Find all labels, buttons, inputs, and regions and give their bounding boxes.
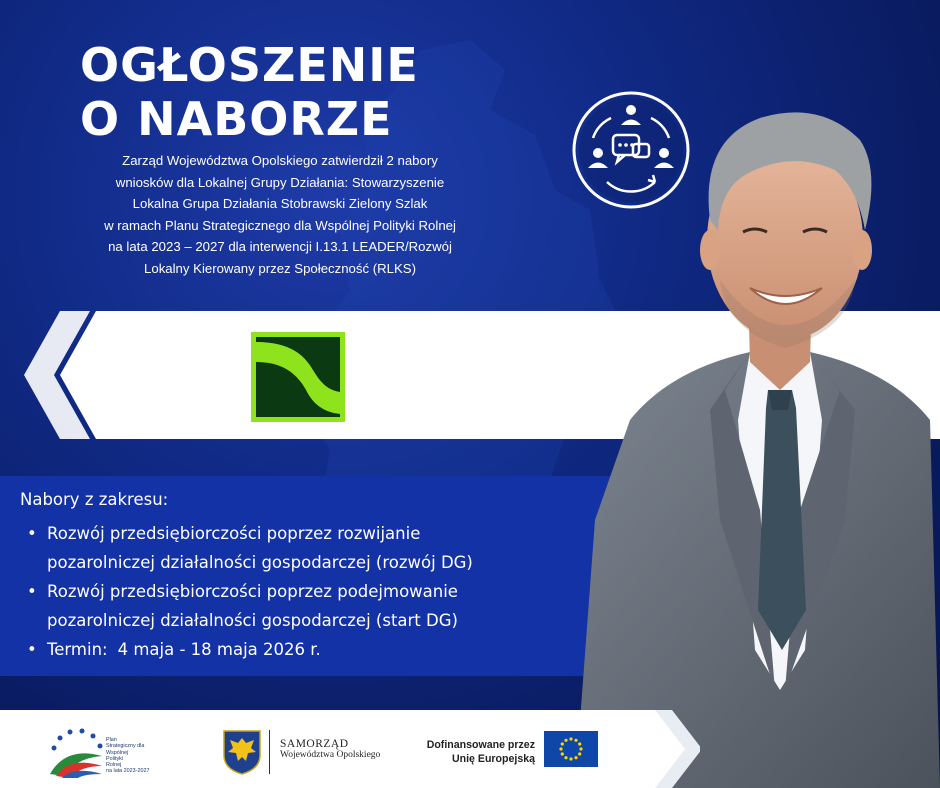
bullet-icon: •	[27, 524, 37, 543]
plan-logo-line: Wspólnej	[106, 749, 129, 756]
intro-line: na lata 2023 – 2027 dla interwencji I.13.1 LEADER/Rozwój	[108, 239, 452, 254]
intro-line: Zarząd Województwa Opolskiego zatwierdził 2 nabory	[122, 153, 438, 168]
intro-text	[40, 150, 520, 279]
samorzad-line-2: Województwa Opolskiego	[280, 750, 381, 760]
page-title	[80, 38, 500, 146]
eu-line-2: Unię Europejską	[451, 753, 535, 765]
scope-heading: Nabory z zakresu:	[20, 490, 169, 509]
intro-line: Lokalna Grupa Działania Stobrawski Zielony Szlak	[132, 196, 428, 211]
termin-value: 4 maja - 18 maja 2026 r.	[117, 640, 321, 659]
list-item	[20, 577, 580, 635]
intro-line: w ramach Planu Strategicznego dla Wspólnej Polityki Rolnej	[104, 217, 456, 233]
bullet-icon: •	[27, 582, 37, 601]
eu-line-1: Dofinansowane przez	[426, 739, 535, 751]
list-item-termin	[20, 635, 580, 664]
footer-divider	[269, 730, 270, 774]
list-item	[20, 519, 580, 577]
scope-list	[20, 519, 580, 664]
plan-logo-line: Plan	[106, 737, 117, 743]
lgd-s-logo	[251, 332, 345, 422]
item-line: Rozwój przedsiębiorczości poprzez rozwijanie	[47, 524, 421, 543]
intro-line: wniosków dla Lokalnej Grupy Działania: Stowarzyszenie	[115, 174, 445, 190]
title-line-1: OGŁOSZENIE	[80, 38, 419, 92]
item-line: Rozwój przedsiębiorczości poprzez podejmowanie	[47, 582, 458, 601]
plan-logo-line: na lata 2023-2027	[106, 768, 150, 775]
samorzad-line-1: SAMORZĄD	[280, 738, 349, 750]
item-line: pozarolniczej działalności gospodarczej (rozwój DG)	[47, 553, 473, 572]
eu-flag-icon	[544, 731, 598, 767]
eu-funding-label	[405, 738, 535, 766]
item-line: pozarolniczej działalności gospodarczej (start DG)	[47, 611, 458, 630]
title-line-2: O NABORZE	[80, 92, 393, 146]
bullet-icon: •	[27, 640, 37, 659]
samorzad-label	[280, 738, 380, 760]
termin-label: Termin:	[47, 640, 108, 659]
eagle-coat-of-arms-icon	[222, 729, 262, 775]
plan-logo-line: Polityki	[106, 755, 124, 762]
plan-strategiczny-logo-icon	[46, 726, 106, 778]
intro-line: Lokalny Kierowany przez Społeczność (RLKS)	[144, 260, 416, 276]
plan-logo-line: Rolnej	[106, 762, 122, 769]
smiling-man-photo	[560, 90, 940, 788]
plan-logo-line: Strategiczny dla	[106, 743, 145, 750]
plan-strategiczny-text	[106, 737, 176, 775]
